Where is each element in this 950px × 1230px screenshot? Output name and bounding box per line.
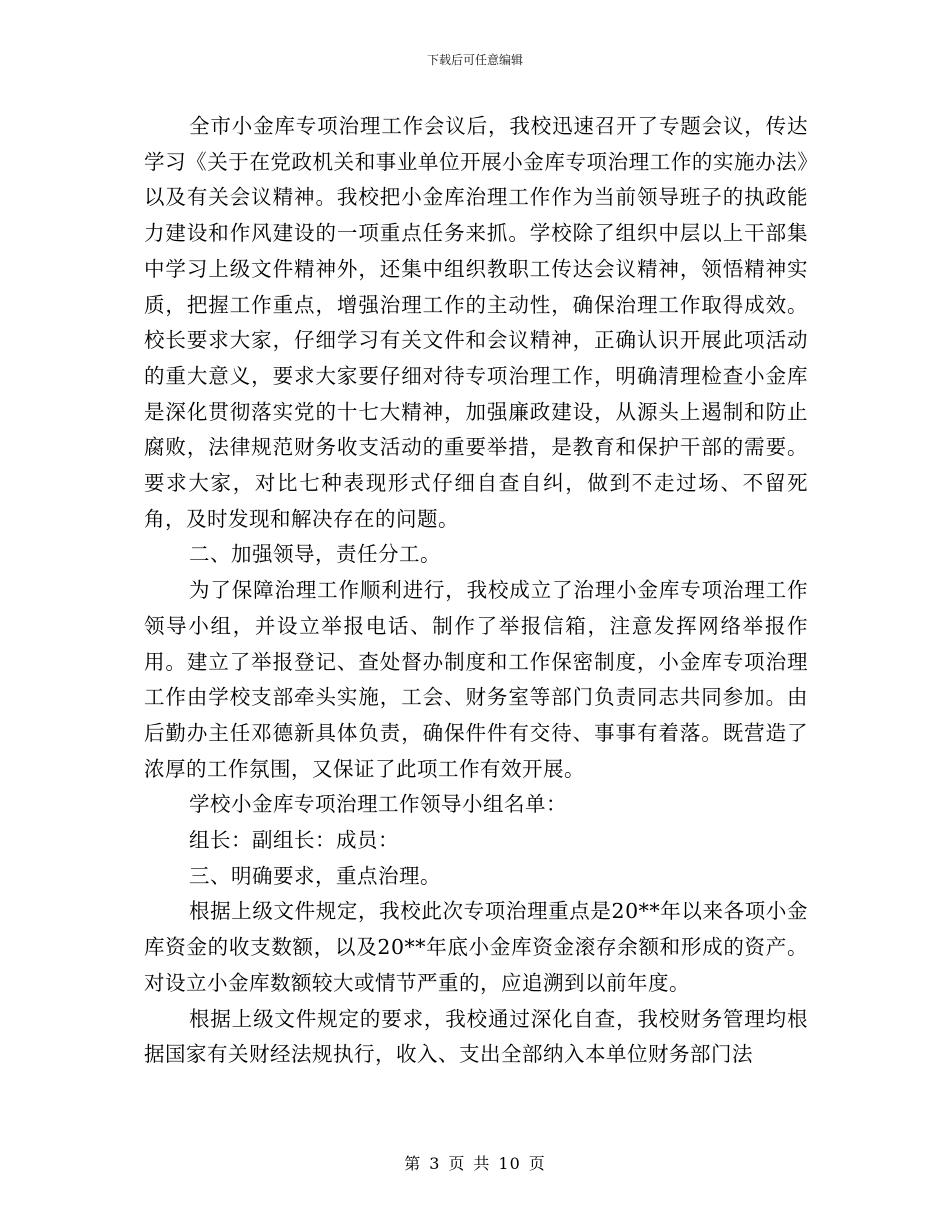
section-heading-requirements: 三、明确要求，重点治理。 — [189, 863, 441, 888]
section-heading-leadership: 二、加强领导，责任分工。 — [189, 542, 441, 567]
paragraph-group-list-title: 学校小金库专项治理工作领导小组名单： — [189, 792, 567, 817]
footer-page-suffix: 页 — [528, 1154, 546, 1173]
paragraph-group-roles: 组长：副组长：成员： — [189, 828, 399, 853]
document-body — [144, 109, 808, 1073]
footer-total-pages: 10 — [498, 1154, 521, 1173]
footer-page-prefix: 第 — [404, 1154, 422, 1173]
footer-page-number: 3 — [429, 1154, 441, 1173]
paragraph-meeting-summary: 全市小金库专项治理工作会议后，我校迅速召开了专题会议，传达学习《关于在党政机关和事业单位开展小金库专项治理工作的实施办法》以及有关会议精神。我校把小金库治理工作作为当前领导班子的执政能力建设和作风建设的一项重点任务来抓。学校除了组织中层以上干部集中学习上级文件精神外，还集中组织教职工传达会议精神，领悟精神实质，把握工作重点，增强治理工作的主动性，确保治理工作取得成效。校长要求大家，仔细学习有关文件和会议精神，正确认识开展此项活动的重大意义，要求大家要仔细对待专项治理工作，明确清理检查小金库是深化贯彻落实党的十七大精神，加强廉政建设，从源头上遏制和防止腐败，法律规范财务收支活动的重要举措，是教育和保护干部的需要。要求大家，对比七种表现形式仔细自查自纠，做到不走过场、不留死角，及时发现和解决存在的问题。 — [144, 114, 808, 531]
paragraph-leadership-group: 为了保障治理工作顺利进行，我校成立了治理小金库专项治理工作领导小组，并设立举报电话、制作了举报信箱，注意发挥网络举报作用。建立了举报登记、查处督办制度和工作保密制度，小金库专项治理工作由学校支部牵头实施，工会、财务室等部门负责同志共同参加。由后勤办主任邓德新具体负责，确保件件有交待、事事有着落。既营造了浓厚的工作氛围，又保证了此项工作有效开展。 — [144, 578, 808, 781]
page-footer — [0, 1153, 950, 1175]
footer-page-mid: 页 — [448, 1154, 466, 1173]
page-header: 下载后可任意编辑 — [426, 53, 523, 67]
paragraph-self-inspection: 根据上级文件规定的要求，我校通过深化自查，我校财务管理均根据国家有关财经法规执行，收入、支出全部纳入本单位财务部门法 — [144, 1006, 808, 1067]
footer-total-prefix: 共 — [473, 1154, 491, 1173]
paragraph-governance-focus: 根据上级文件规定，我校此次专项治理重点是20**年以来各项小金库资金的收支数额，以及20**年底小金库资金滚存余额和形成的资产。对设立小金库数额较大或情节严重的，应追溯到以前年度。 — [144, 899, 808, 995]
